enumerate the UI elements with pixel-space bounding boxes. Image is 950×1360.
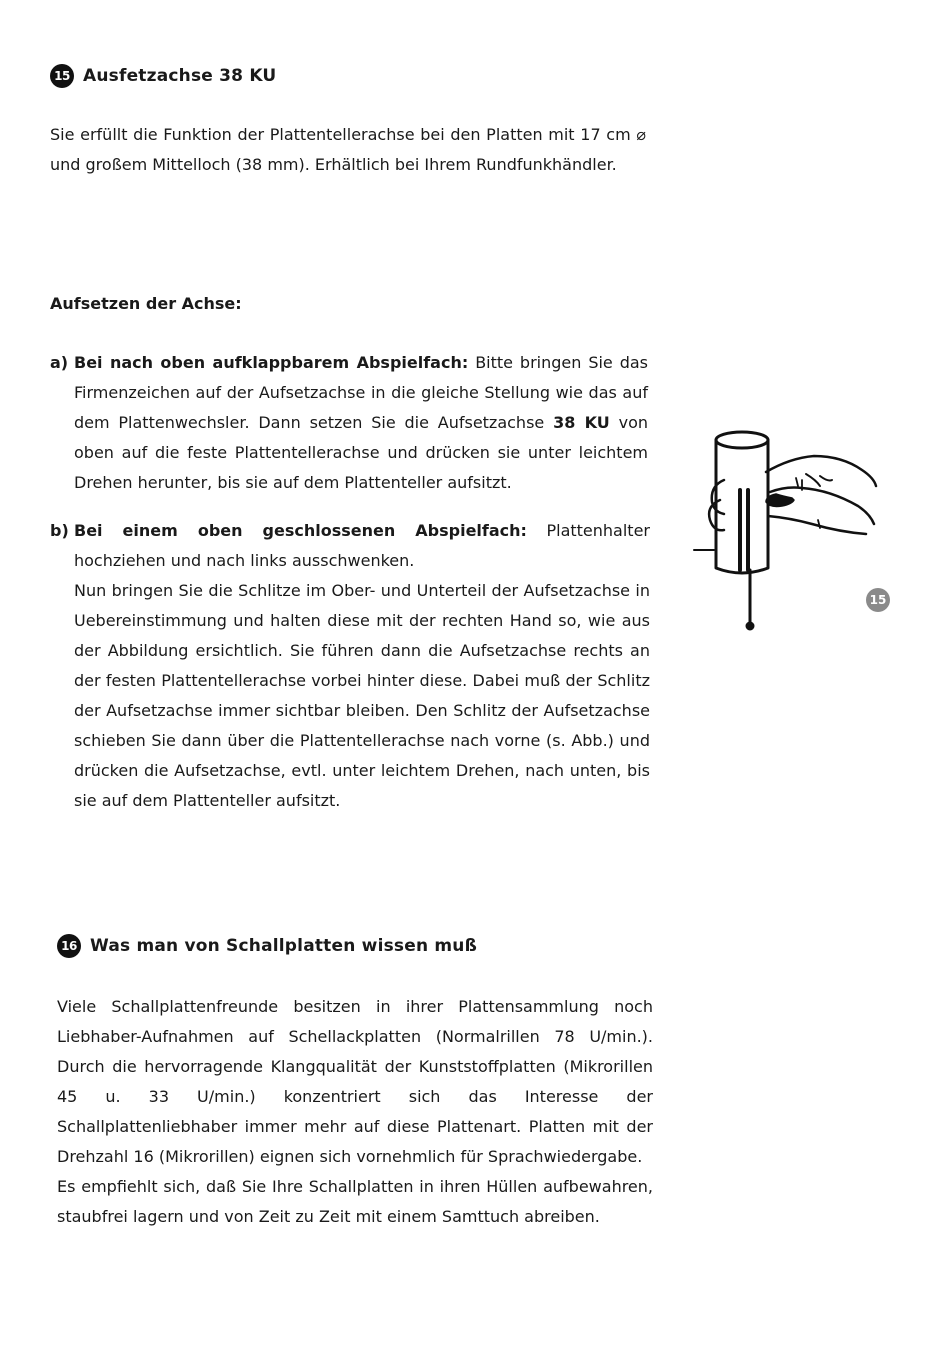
instruction-a-text-2: von oben auf die feste Plattentellerachse und drücken sie unter leichtem Drehen herunter, bis sie auf dem Plattenteller aufsitzt. [74,413,648,492]
section-16-paragraph-1: Viele Schallplattenfreunde besitzen in ihrer Plattensammlung noch Liebhaber-Aufnahmen auf Schellackplatten (Normalrillen 78 U/min.). Durch die hervorragende Klangqualität der Kunststoffplatten (Mikrorillen 45 u. 33 U/min.) konzentriert sich das Interesse der Schallplattenliebhaber immer mehr auf diese Plattenart. Platten mit der Drehzahl 16 (Mikrorillen) eignen sich vornehmlich für Sprachwiedergabe. [57,997,653,1166]
section-16-title: Was man von Schallplatten wissen muß [90,936,478,956]
instruction-b-lead: Bei einem oben geschlossenen Abspielfach: [74,521,527,540]
section-15-intro: Sie erfüllt die Funktion der Plattentellerachse bei den Platten mit 17 cm ⌀ und großem Mittelloch (38 mm). Erhältlich bei Ihrem Rundfunkhändler. [50,125,646,174]
section-15-title: Ausfetzachse 38 KU [83,66,277,86]
instruction-b-marker: b) [50,521,69,540]
section-16-heading [57,934,477,958]
section-15-number-badge: 15 [50,64,74,88]
instruction-b [50,516,650,816]
instruction-a-marker: a) [50,353,69,372]
section-16-paragraph-2: Es empfiehlt sich, daß Sie Ihre Schallplatten in ihren Hüllen aufbewahren, staubfrei lagern und von Zeit zu Zeit mit einem Samttuch abreiben. [57,1177,653,1226]
instruction-b-details: Nun bringen Sie die Schlitze im Ober- und Unterteil der Aufsetzachse in Uebereinstimmung und halten diese mit der rechten Hand so, wie aus der Abbildung ersichtlich. Sie führen dann die Aufsetzachse rechts an der festen Plattentellerachse vorbei hinter diese. Dabei muß der Schlitz der Aufsetzachse immer sichtbar bleiben. Den Schlitz der Aufsetzachse schieben Sie dann über die Plattentellerachse nach vorne (s. Abb.) und drücken die Aufsetzachse, evtl. unter leichtem Drehen, nach unten, bis sie auf dem Plattenteller aufsitzt. [74,581,650,810]
instruction-a [50,348,648,498]
section-15-heading [50,64,276,88]
instruction-a-model: 38 KU [553,413,610,432]
instruction-b-text: Plattenhalter hochziehen und nach links ausschwenken. [74,521,650,570]
instruction-a-text-1: Bitte bringen Sie das Firmenzeichen auf der Aufsetzachse in die gleiche Stellung wie das auf dem Plattenwechsler. Dann setzen Sie die Aufsetzachse [74,353,648,432]
figure-15-badge: 15 [866,588,890,612]
instruction-a-lead: Bei nach oben aufklappbarem Abspielfach: [74,353,469,372]
section-16-number-badge: 16 [57,934,81,958]
mounting-subheading: Aufsetzen der Achse: [50,294,242,313]
